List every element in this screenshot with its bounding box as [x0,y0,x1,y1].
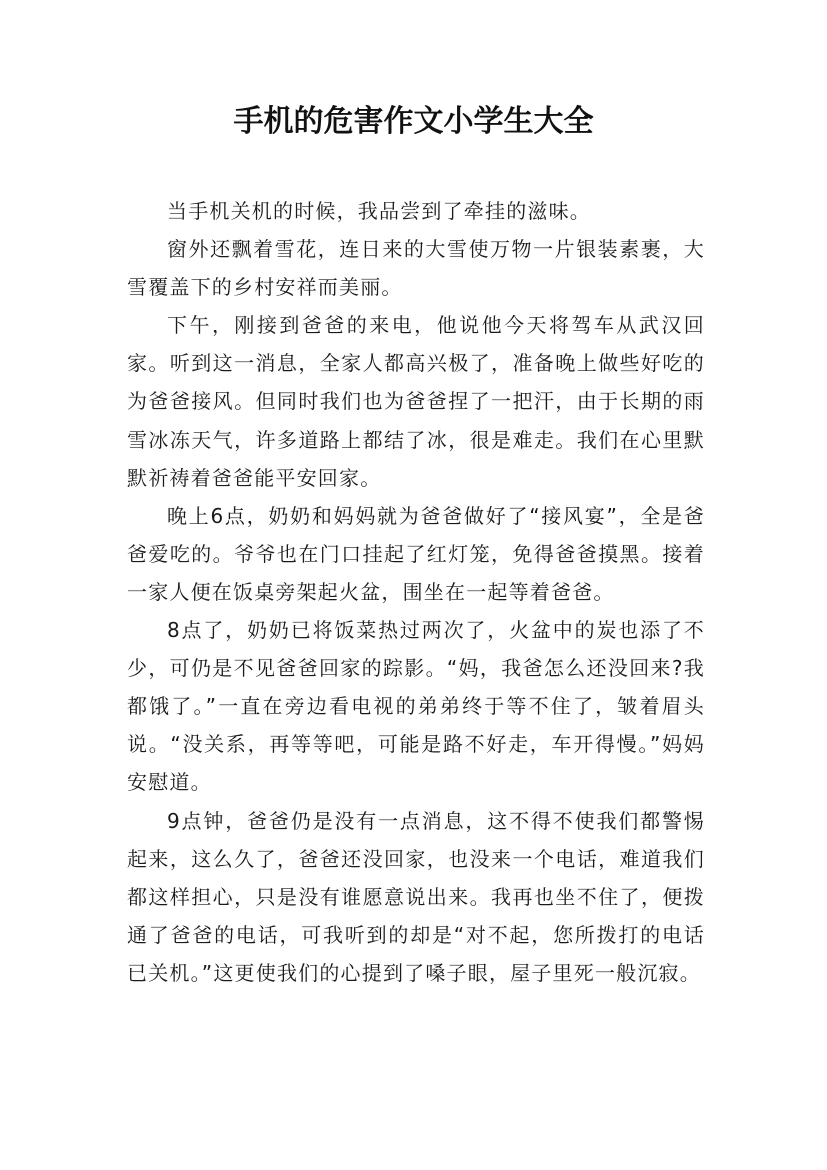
paragraph: 8点了，奶奶已将饭菜热过两次了，火盆中的炭也添了不少，可仍是不见爸爸回家的踪影。“妈，我爸怎么还没回来?我都饿了。”一直在旁边看电视的弟弟终于等不住了，皱着眉头说。“没关系，再等等吧，可能是路不好走，车开得慢。”妈妈安慰道。 [127,618,705,795]
paragraph: 9点钟，爸爸仍是没有一点消息，这不得不使我们都警惕起来，这么久了，爸爸还没回家，也没来一个电话，难道我们都这样担心，只是没有谁愿意说出来。我再也坐不住了，便拨通了爸爸的电话，可我听到的却是“对不起，您所拨打的电话已关机。”这更使我们的心提到了嗓子眼，屋子里死一般沉寂。 [127,808,705,985]
document-body [127,192,705,992]
paragraph: 下午，刚接到爸爸的来电，他说他今天将驾车从武汉回家。听到这一消息，全家人都高兴极了，准备晚上做些好吃的为爸爸接风。但同时我们也为爸爸捏了一把汗，由于长期的雨雪冰冻天气，许多道路上都结了冰，很是难走。我们在心里默默祈祷着爸爸能平安回家。 [127,313,705,490]
paragraph: 当手机关机的时候，我品尝到了牵挂的滋味。 [167,199,591,223]
paragraph: 窗外还飘着雪花，连日来的大雪使万物一片银装素裹，大雪覆盖下的乡村安祥而美丽。 [127,237,705,300]
paragraph: 晚上6点，奶奶和妈妈就为爸爸做好了“接风宴”，全是爸爸爱吃的。爷爷也在门口挂起了红灯笼，免得爸爸摸黑。接着一家人便在饭桌旁架起火盆，围坐在一起等着爸爸。 [127,503,705,604]
document-title: 手机的危害作文小学生大全 [233,104,594,139]
